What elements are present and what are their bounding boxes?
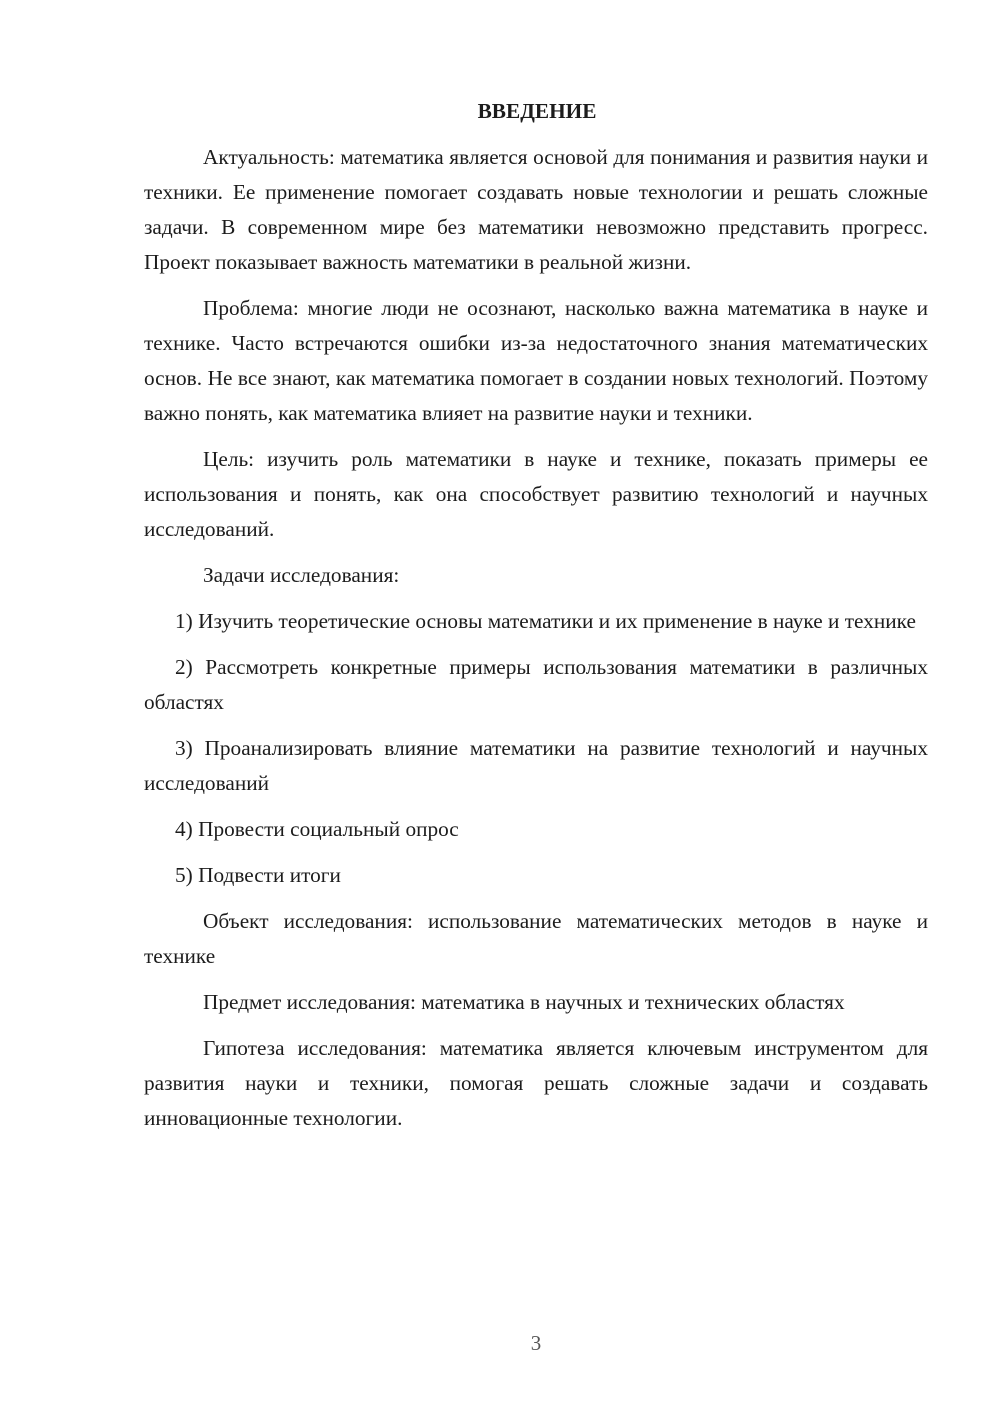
tasks-heading: Задачи исследования: (203, 563, 400, 587)
task-item-2: 2) Рассмотреть конкретные примеры использования математики в различных областях (144, 655, 928, 714)
relevance-paragraph: Актуальность: математика является основой для понимания и развития науки и техники. Ее применение помогает создавать новые технологии и решать сложные задачи. В современном мире без математики невозможно представить прогресс. Проект показывает важность математики в реальной жизни. (144, 145, 928, 274)
task-item-3: 3) Проанализировать влияние математики на развитие технологий и научных исследований (144, 736, 928, 795)
page-content (144, 94, 928, 1136)
task-item-5: 5) Подвести итоги (175, 863, 341, 887)
hypothesis-paragraph: Гипотеза исследования: математика является ключевым инструментом для развития науки и техники, помогая решать сложные задачи и создавать инновационные технологии. (144, 1036, 928, 1130)
page-number: 3 (530, 1331, 542, 1355)
task-item-1: 1) Изучить теоретические основы математики и их применение в науке и технике (175, 609, 916, 633)
object-paragraph: Объект исследования: использование математических методов в науке и технике (144, 909, 928, 968)
task-item-4: 4) Провести социальный опрос (175, 817, 459, 841)
section-title: ВВЕДЕНИЕ (477, 99, 597, 123)
subject-paragraph: Предмет исследования: математика в научных и технических областях (203, 990, 845, 1014)
goal-paragraph: Цель: изучить роль математики в науке и технике, показать примеры ее использования и понять, как она способствует развитию технологий и научных исследований. (144, 447, 928, 541)
problem-paragraph: Проблема: многие люди не осознают, насколько важна математика в науке и технике. Часто встречаются ошибки из-за недостаточного знания математических основ. Не все знают, как математика помогает в создании новых технологий. Поэтому важно понять, как математика влияет на развитие науки и техники. (144, 296, 928, 425)
